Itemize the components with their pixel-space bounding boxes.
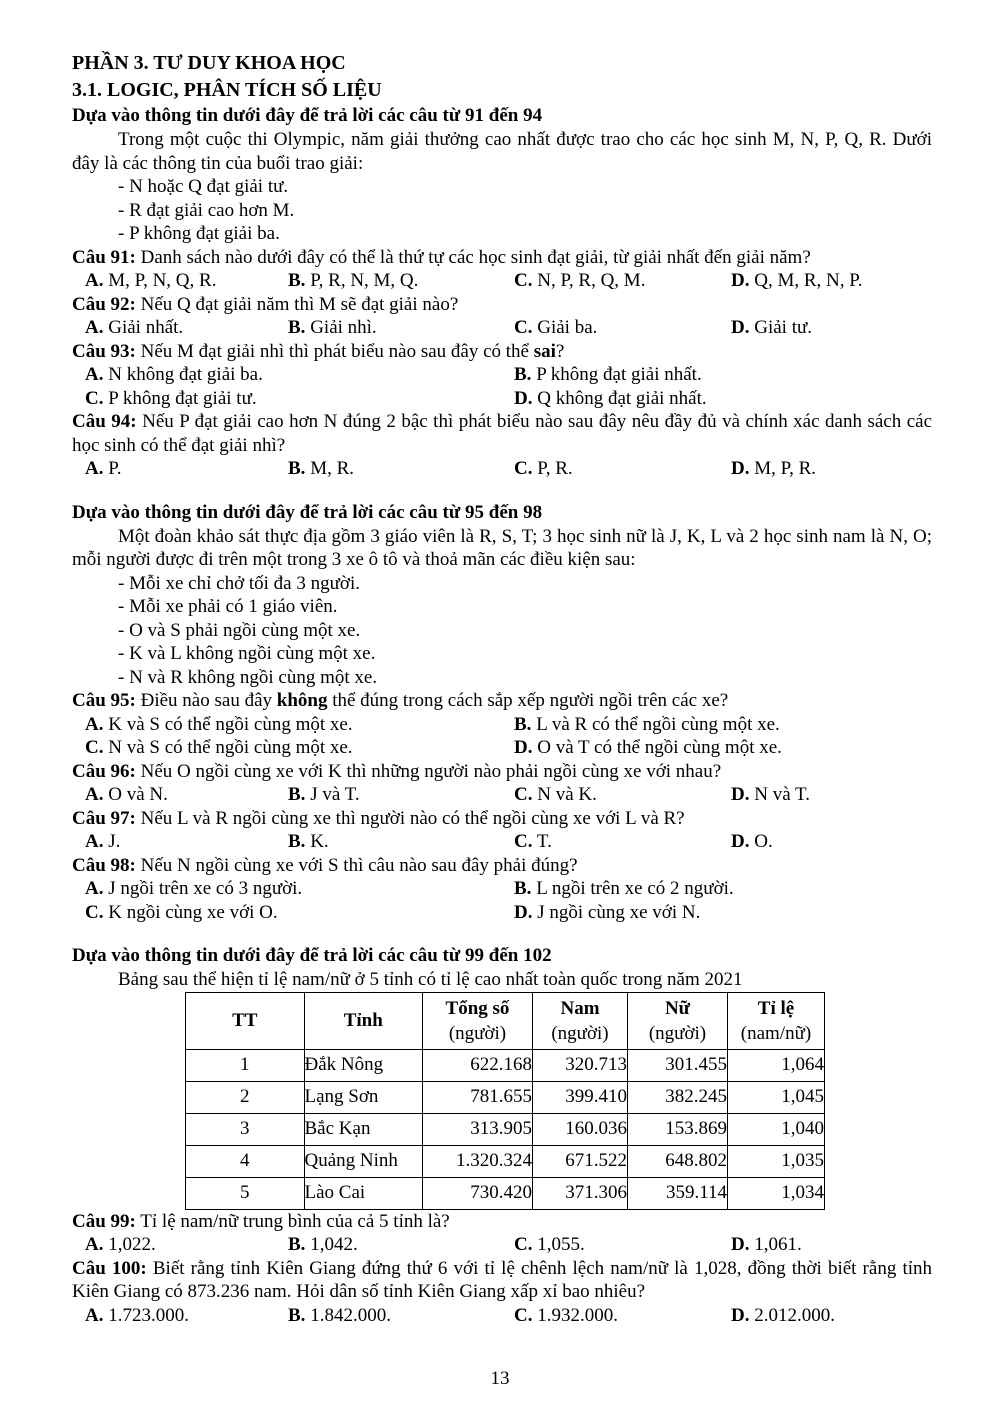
- option-a: [85, 316, 288, 340]
- option-label: D.: [731, 1304, 750, 1326]
- option-b: [288, 457, 514, 481]
- cell-tt: 1: [186, 1049, 305, 1081]
- options-row: [72, 363, 932, 410]
- options-row: [72, 316, 932, 340]
- option-text: N, P, R, Q, M.: [532, 270, 646, 291]
- option-b: [514, 713, 932, 737]
- question-label: Câu 92:: [72, 293, 136, 315]
- question-bold-word: không: [276, 690, 328, 711]
- option-text: K và S có thể ngồi cùng một xe.: [103, 713, 353, 735]
- cell-tong-so: 622.168: [423, 1049, 533, 1081]
- question-label: Câu 94:: [72, 411, 137, 432]
- header-line: Tổng số: [445, 997, 510, 1019]
- option-label: C.: [85, 387, 104, 409]
- cell-nu: 382.245: [628, 1081, 728, 1113]
- option-a: [85, 713, 514, 737]
- question-96: [72, 760, 932, 807]
- option-text: 1,055.: [532, 1234, 585, 1255]
- cell-ti-le: 1,064: [728, 1049, 825, 1081]
- page-number: 13: [490, 1367, 510, 1389]
- option-label: B.: [288, 317, 306, 338]
- group-instruction: Dựa vào thông tin dưới đây để trả lời các câu từ 95 đến 98: [72, 501, 543, 523]
- question-94: [72, 410, 932, 481]
- header-line: Nam: [560, 997, 600, 1019]
- page-content: [72, 50, 932, 1327]
- group-99-102: [72, 944, 932, 1327]
- option-label: B.: [514, 878, 532, 899]
- option-text: O và T có thể ngồi cùng một xe.: [532, 737, 782, 758]
- options-row: [72, 1233, 932, 1257]
- question-text: [72, 807, 932, 831]
- option-text: N không đạt giải ba.: [103, 364, 263, 385]
- option-text: Giải nhì.: [305, 317, 377, 338]
- question-text: [72, 854, 932, 878]
- condition-item: - K và L không ngồi cùng một xe.: [118, 643, 376, 664]
- option-a: [85, 1304, 288, 1328]
- cell-nu: 153.869: [628, 1113, 728, 1145]
- option-label: D.: [731, 458, 750, 479]
- header-subline: (người): [551, 1022, 609, 1044]
- question-body: Nếu O ngồi cùng xe với K thì những người nào phải ngồi cùng xe với nhau?: [135, 760, 722, 782]
- option-b: [288, 783, 514, 807]
- cell-ti-le: 1,040: [728, 1113, 825, 1145]
- cell-nu: 648.802: [628, 1145, 728, 1177]
- options-row: [72, 269, 932, 293]
- option-text: K ngồi cùng xe với O.: [103, 901, 278, 923]
- question-body-end: ?: [555, 340, 565, 362]
- option-a: [85, 363, 514, 387]
- option-label: A.: [85, 364, 104, 385]
- table-header-tinh: [304, 992, 423, 1049]
- question-body: Nếu Q đạt giải năm thì M sẽ đạt giải nào?: [135, 293, 459, 315]
- question-text: [72, 340, 932, 364]
- group-91-94: [72, 104, 932, 481]
- option-a: [85, 1233, 288, 1257]
- group-intro: Trong một cuộc thi Olympic, năm giải thưởng cao nhất được trao cho các học sinh M, N, P, Q, R. Dưới đây là các thông tin của buổi trao giải:: [72, 129, 932, 174]
- cell-tong-so: 1.320.324: [423, 1145, 533, 1177]
- options-row: [72, 877, 932, 924]
- question-text: [72, 1210, 932, 1234]
- option-label: C.: [514, 1304, 533, 1326]
- option-a: [85, 783, 288, 807]
- table-row: [186, 1113, 825, 1145]
- table-header-tong-so: [423, 992, 533, 1049]
- option-label: C.: [514, 458, 533, 479]
- header-subline: (nam/nữ): [740, 1022, 812, 1044]
- option-label: A.: [85, 1234, 104, 1255]
- table-header-nam: [533, 992, 628, 1049]
- condition-item: - N và R không ngồi cùng một xe.: [118, 666, 378, 688]
- option-c: [514, 269, 731, 293]
- option-label: C.: [514, 1234, 533, 1255]
- option-a: [85, 877, 514, 901]
- header-line: Tỉ lệ: [757, 997, 795, 1019]
- option-d: [731, 269, 932, 293]
- options-row: [72, 457, 932, 481]
- question-body: Nếu P đạt giải cao hơn N đúng 2 bậc thì phát biểu nào sau đây nêu đầy đủ và chính xác danh sách các học sinh có thể đạt giải nhì?: [72, 411, 932, 456]
- option-text: P, R, N, M, Q.: [305, 270, 419, 291]
- question-body-end: thể đúng trong cách sắp xếp người ngồi trên các xe?: [327, 690, 729, 711]
- option-text: N và T.: [749, 784, 810, 805]
- option-c: [85, 387, 514, 411]
- option-text: 1,022.: [103, 1234, 156, 1255]
- cell-ti-le: 1,034: [728, 1177, 825, 1209]
- table-header-row: [186, 992, 825, 1049]
- option-text: 2.012.000.: [749, 1304, 835, 1326]
- question-label: Câu 93:: [72, 340, 136, 362]
- cell-tinh: Quảng Ninh: [304, 1145, 423, 1177]
- option-label: C.: [514, 317, 533, 338]
- option-c: [514, 783, 731, 807]
- header-subline: (người): [448, 1022, 507, 1044]
- table-header-tt: [186, 992, 305, 1049]
- table-header-nu: [628, 992, 728, 1049]
- option-label: A.: [85, 317, 104, 338]
- cell-nam: 671.522: [533, 1145, 628, 1177]
- question-label: Câu 99:: [72, 1210, 136, 1232]
- option-text: 1,061.: [749, 1234, 802, 1255]
- question-bold-word: sai: [533, 340, 556, 362]
- condition-item: - N hoặc Q đạt giải tư.: [118, 176, 289, 197]
- cell-tt: 5: [186, 1177, 305, 1209]
- condition-item: - Mỗi xe chỉ chở tối đa 3 người.: [118, 572, 360, 594]
- group-instruction: Dựa vào thông tin dưới đây để trả lời các câu từ 99 đến 102: [72, 945, 552, 966]
- option-d: [514, 901, 932, 925]
- option-text: Q không đạt giải nhất.: [532, 387, 707, 409]
- section-heading: 3.1. LOGIC, PHÂN TÍCH SỐ LIỆU: [72, 79, 382, 101]
- header-line: Tỉnh: [343, 1010, 383, 1031]
- option-text: Giải tư.: [749, 317, 813, 338]
- option-label: D.: [731, 270, 750, 291]
- cell-tong-so: 781.655: [423, 1081, 533, 1113]
- option-text: J và T.: [305, 784, 360, 805]
- options-row: [72, 1304, 932, 1328]
- option-c: [514, 830, 731, 854]
- cell-nu: 301.455: [628, 1049, 728, 1081]
- cell-tinh: Đắk Nông: [304, 1049, 423, 1081]
- option-label: A.: [85, 270, 104, 291]
- option-text: Q, M, R, N, P.: [749, 270, 863, 291]
- option-text: Giải ba.: [532, 317, 598, 338]
- option-label: D.: [731, 784, 750, 805]
- question-text: [72, 410, 932, 457]
- option-label: A.: [85, 878, 104, 899]
- question-body: Nếu N ngồi cùng xe với S thì câu nào sau đây phải đúng?: [135, 854, 578, 876]
- condition-item: - R đạt giải cao hơn M.: [118, 199, 295, 221]
- option-d: [731, 316, 932, 340]
- question-92: [72, 293, 932, 340]
- option-label: D.: [514, 737, 533, 758]
- option-text: N và K.: [532, 784, 597, 805]
- option-text: O và N.: [103, 784, 168, 805]
- section-spacer: [72, 924, 932, 944]
- option-text: L và R có thể ngồi cùng một xe.: [531, 713, 780, 735]
- option-label: B.: [288, 784, 306, 805]
- cell-nu: 359.114: [628, 1177, 728, 1209]
- question-text: [72, 293, 932, 317]
- option-text: N và S có thể ngồi cùng một xe.: [103, 737, 353, 758]
- option-text: M, P, N, Q, R.: [103, 270, 217, 291]
- option-b: [288, 1233, 514, 1257]
- option-label: C.: [514, 784, 533, 805]
- question-99: [72, 1210, 932, 1257]
- cell-ti-le: 1,045: [728, 1081, 825, 1113]
- option-text: 1,042.: [305, 1234, 358, 1255]
- option-label: D.: [731, 317, 750, 338]
- table-row: [186, 1177, 825, 1209]
- option-label: A.: [85, 784, 104, 805]
- cell-tinh: Lạng Sơn: [304, 1081, 423, 1113]
- question-label: Câu 98:: [72, 854, 136, 876]
- question-body: Điều nào sau đây: [135, 690, 277, 711]
- option-label: D.: [731, 831, 750, 852]
- option-d: [731, 457, 932, 481]
- option-label: B.: [288, 1234, 306, 1255]
- options-row: [72, 783, 932, 807]
- option-d: [514, 736, 932, 760]
- cell-tt: 3: [186, 1113, 305, 1145]
- option-text: P không đạt giải nhất.: [531, 364, 702, 385]
- option-text: 1.932.000.: [532, 1304, 618, 1326]
- option-text: J ngồi trên xe có 3 người.: [103, 878, 303, 899]
- option-text: P.: [103, 458, 122, 479]
- option-label: C.: [85, 737, 104, 758]
- group-instruction: Dựa vào thông tin dưới đây để trả lời các câu từ 91 đến 94: [72, 105, 543, 126]
- condition-item: - Mỗi xe phải có 1 giáo viên.: [118, 596, 338, 617]
- condition-item: - P không đạt giải ba.: [118, 223, 280, 244]
- question-98: [72, 854, 932, 925]
- question-body: Nếu L và R ngồi cùng xe thì người nào có thể ngồi cùng xe với L và R?: [135, 807, 685, 829]
- option-text: J.: [103, 831, 121, 852]
- cell-tt: 4: [186, 1145, 305, 1177]
- option-c: [85, 901, 514, 925]
- option-b: [288, 1304, 514, 1328]
- option-b: [288, 316, 514, 340]
- cell-tinh: Lào Cai: [304, 1177, 423, 1209]
- table-row: [186, 1081, 825, 1113]
- cell-nam: 320.713: [533, 1049, 628, 1081]
- table-row: [186, 1145, 825, 1177]
- cell-tt: 2: [186, 1081, 305, 1113]
- option-label: A.: [85, 713, 104, 735]
- question-93: [72, 340, 932, 411]
- option-d: [731, 1233, 932, 1257]
- option-label: D.: [514, 901, 533, 923]
- option-text: K.: [305, 831, 329, 852]
- option-c: [514, 457, 731, 481]
- question-text: [72, 760, 932, 784]
- table-header-ti-le: [728, 992, 825, 1049]
- option-c: [514, 1304, 731, 1328]
- option-text: T.: [532, 831, 552, 852]
- option-b: [288, 269, 514, 293]
- option-label: B.: [288, 1304, 306, 1326]
- option-label: A.: [85, 831, 104, 852]
- option-label: A.: [85, 1304, 104, 1326]
- option-c: [514, 1233, 731, 1257]
- header-subline: (người): [648, 1022, 707, 1044]
- cell-tong-so: 730.420: [423, 1177, 533, 1209]
- option-d: [731, 830, 932, 854]
- option-label: B.: [288, 270, 306, 291]
- cell-nam: 160.036: [533, 1113, 628, 1145]
- option-label: A.: [85, 458, 104, 479]
- option-b: [288, 830, 514, 854]
- header-line: TT: [232, 1010, 258, 1031]
- group-intro: Một đoàn khảo sát thực địa gồm 3 giáo viên là R, S, T; 3 học sinh nữ là J, K, L và 2 học sinh nam là N, O; mỗi người được đi trên một trong 3 xe ô tô và thoả mãn các điều kiện sau:: [72, 525, 932, 570]
- group-95-98: [72, 501, 932, 925]
- option-text: M, R.: [305, 458, 355, 479]
- option-c: [85, 736, 514, 760]
- cell-ti-le: 1,035: [728, 1145, 825, 1177]
- option-c: [514, 316, 731, 340]
- option-a: [85, 457, 288, 481]
- question-label: Câu 96:: [72, 760, 136, 782]
- question-body: Biết rằng tỉnh Kiên Giang đứng thứ 6 với tỉ lệ chênh lệch nam/nữ là 1,028, đồng thời biết rằng tỉnh Kiên Giang có 873.236 nam. Hỏi dân số tỉnh Kiên Giang xấp xỉ bao nhiêu?: [72, 1257, 932, 1302]
- question-body: Tỉ lệ nam/nữ trung bình của cả 5 tỉnh là?: [135, 1210, 450, 1232]
- option-a: [85, 830, 288, 854]
- option-text: Giải nhất.: [103, 317, 184, 338]
- option-label: C.: [514, 270, 533, 291]
- option-text: O.: [749, 831, 773, 852]
- condition-item: - O và S phải ngồi cùng một xe.: [118, 619, 361, 641]
- table-caption: Bảng sau thể hiện tỉ lệ nam/nữ ở 5 tỉnh có tỉ lệ cao nhất toàn quốc trong năm 2021: [118, 969, 743, 990]
- section-spacer: [72, 481, 932, 501]
- option-text: P không đạt giải tư.: [103, 387, 257, 409]
- option-d: [514, 387, 932, 411]
- cell-tinh: Bắc Kạn: [304, 1113, 423, 1145]
- option-b: [514, 363, 932, 387]
- option-text: P, R.: [532, 458, 573, 479]
- option-label: D.: [514, 387, 533, 409]
- question-body: Nếu M đạt giải nhì thì phát biểu nào sau đây có thể: [135, 340, 534, 362]
- question-label: Câu 97:: [72, 807, 136, 829]
- options-row: [72, 830, 932, 854]
- option-label: B.: [514, 364, 532, 385]
- option-label: B.: [288, 458, 306, 479]
- question-91: [72, 246, 932, 293]
- header-line: Nữ: [664, 997, 691, 1019]
- option-text: 1.723.000.: [103, 1304, 189, 1326]
- option-b: [514, 877, 932, 901]
- option-text: M, P, R.: [749, 458, 817, 479]
- option-label: B.: [514, 713, 532, 735]
- option-text: L ngồi trên xe có 2 người.: [531, 878, 734, 899]
- option-label: C.: [85, 901, 104, 923]
- question-text: [72, 1257, 932, 1304]
- question-text: [72, 246, 932, 270]
- statistics-table-wrapper: [185, 992, 932, 1210]
- option-label: C.: [514, 831, 533, 852]
- part-heading: PHẦN 3. TƯ DUY KHOA HỌC: [72, 52, 346, 74]
- option-a: [85, 269, 288, 293]
- question-label: Câu 91:: [72, 246, 136, 268]
- options-row: [72, 713, 932, 760]
- option-label: B.: [288, 831, 306, 852]
- option-d: [731, 783, 932, 807]
- cell-nam: 399.410: [533, 1081, 628, 1113]
- question-100: [72, 1257, 932, 1328]
- option-text: J ngồi cùng xe với N.: [532, 901, 701, 923]
- option-text: 1.842.000.: [305, 1304, 391, 1326]
- statistics-table: [185, 992, 825, 1210]
- question-97: [72, 807, 932, 854]
- table-row: [186, 1049, 825, 1081]
- question-label: Câu 95:: [72, 690, 136, 711]
- question-label: Câu 100:: [72, 1257, 147, 1279]
- cell-tong-so: 313.905: [423, 1113, 533, 1145]
- question-text: [72, 689, 932, 713]
- question-body: Danh sách nào dưới đây có thể là thứ tự các học sinh đạt giải, từ giải nhất đến giải năm?: [135, 246, 811, 268]
- option-d: [731, 1304, 932, 1328]
- option-label: D.: [731, 1234, 750, 1255]
- question-95: [72, 689, 932, 760]
- cell-nam: 371.306: [533, 1177, 628, 1209]
